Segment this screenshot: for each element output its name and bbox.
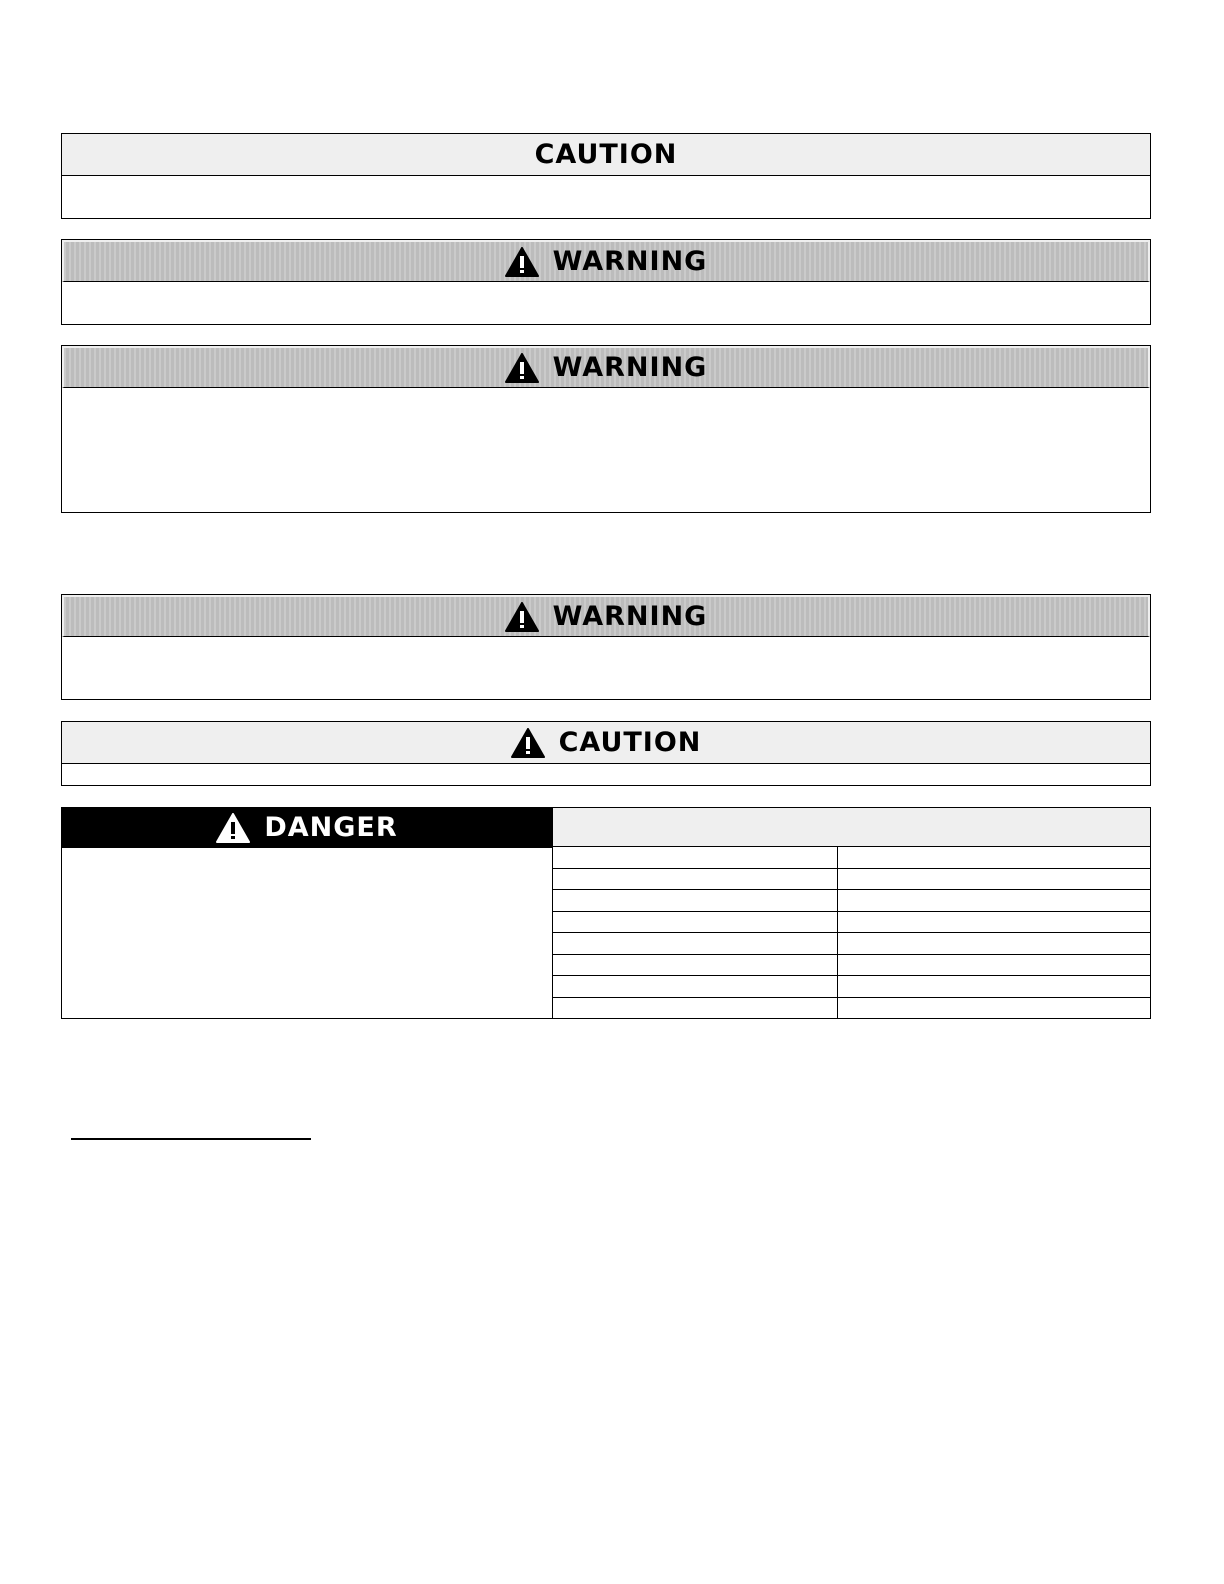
warning-notice-2 — [61, 345, 1151, 513]
warning-header — [62, 240, 1150, 282]
table-cell — [553, 847, 838, 868]
table-row — [553, 955, 1150, 977]
table-cell — [838, 912, 1150, 933]
table-cell — [838, 847, 1150, 868]
danger-body — [62, 847, 552, 1018]
danger-panel — [62, 808, 553, 1018]
table-cell — [553, 933, 838, 954]
caution-notice-1 — [61, 133, 1151, 219]
danger-triangle-icon — [216, 813, 250, 843]
table-cell — [838, 955, 1150, 976]
table-row — [553, 890, 1150, 912]
warning-label: WARNING — [552, 246, 708, 277]
caution-header — [62, 722, 1150, 764]
caution-label: CAUTION — [558, 727, 702, 758]
table-row — [553, 847, 1150, 869]
danger-notice — [61, 807, 1151, 1019]
warning-notice-1 — [61, 239, 1151, 325]
table-row — [553, 912, 1150, 934]
table-row — [553, 998, 1150, 1019]
warning-triangle-icon — [505, 602, 539, 632]
table-cell — [553, 890, 838, 911]
table-header — [553, 808, 1150, 847]
caution-label: CAUTION — [534, 139, 678, 170]
warning-notice-3 — [61, 594, 1151, 700]
warning-triangle-icon — [505, 247, 539, 277]
caution-notice-2 — [61, 721, 1151, 786]
table-row — [553, 933, 1150, 955]
danger-header — [62, 808, 552, 847]
warning-label: WARNING — [552, 352, 708, 383]
table-cell — [838, 998, 1150, 1019]
table-cell — [553, 976, 838, 997]
table-cell — [553, 912, 838, 933]
table-cell — [838, 976, 1150, 997]
table-cell — [553, 955, 838, 976]
warning-header — [62, 346, 1150, 388]
table-cell — [553, 869, 838, 890]
warning-header — [62, 595, 1150, 637]
danger-label: DANGER — [264, 812, 398, 843]
table-cell — [553, 998, 838, 1019]
warning-label: WARNING — [552, 601, 708, 632]
danger-table-panel — [553, 808, 1150, 1018]
table-cell — [838, 933, 1150, 954]
table-row — [553, 976, 1150, 998]
heading-underline — [71, 1138, 311, 1140]
warning-triangle-icon — [505, 353, 539, 383]
table-cell — [838, 869, 1150, 890]
data-table — [553, 847, 1150, 1018]
table-row — [553, 869, 1150, 891]
caution-header — [62, 134, 1150, 176]
table-cell — [838, 890, 1150, 911]
warning-triangle-icon — [511, 728, 545, 758]
